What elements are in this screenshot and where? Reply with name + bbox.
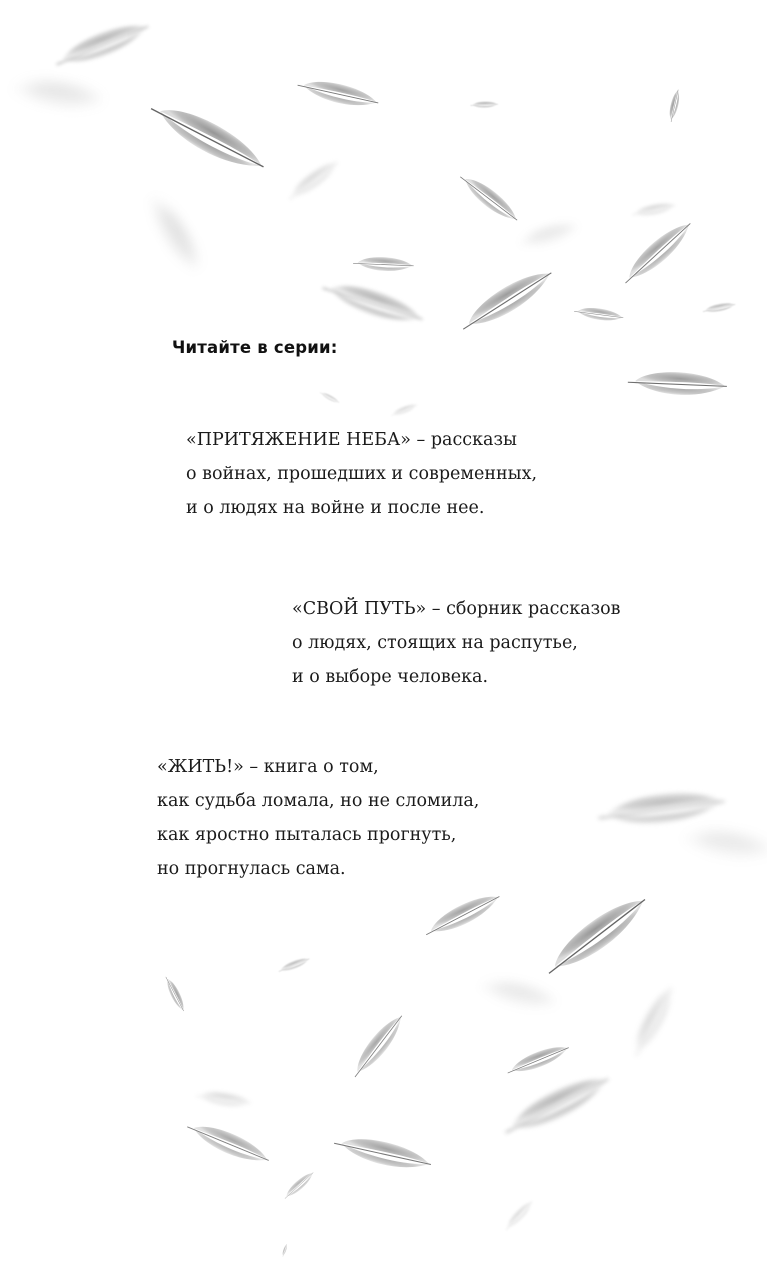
feather-icon [504,1041,571,1078]
feather-icon [627,368,728,399]
book-entry-line: и о людях на войне и после нее. [186,498,485,518]
book-entry-line: о войнах, прошедших и современных, [186,464,538,484]
feather-icon [597,789,726,829]
book-entry-svoy-put [292,592,621,694]
book-entry-line: «СВОЙ ПУТЬ» – сборник рассказов [292,599,621,619]
feather-icon [284,157,341,203]
feather-icon [631,201,676,218]
book-entry-zhit [157,750,479,886]
feather-icon [146,93,270,181]
feather-icon [702,301,736,314]
book-entry-line: «ПРИТЯЖЕНИЕ НЕБА» – рассказы [186,430,517,450]
feather-icon [281,1170,316,1201]
feather-icon [195,1088,251,1110]
feather-icon [457,169,522,227]
feather-icon [573,304,624,324]
feather-icon [277,956,311,974]
book-entry-line: «ЖИТЬ!» – книга о том, [157,757,379,777]
feather-icon [320,274,426,332]
feather-icon [332,1129,433,1176]
feather-icon [502,1199,535,1232]
feather-icon [346,1011,409,1081]
feather-icon [471,101,499,107]
feather-icon [296,74,381,113]
feather-icon [281,1244,288,1257]
feather-icon [421,889,504,941]
feather-icon [683,826,767,861]
feather-icon [52,17,153,72]
feather-icon [456,264,558,337]
feather-icon [499,1069,615,1141]
feather-icon [353,255,414,274]
feather-icon [626,984,680,1059]
feather-icon [146,192,203,273]
feather-icon [666,89,682,123]
feather-icon [617,217,697,289]
book-entry-line: как судьба ломала, но не сломила, [157,791,480,811]
feather-icon [163,975,187,1014]
book-entry-line: но прогнулась сама. [157,859,346,879]
series-heading: Читайте в серии: [172,338,338,357]
feather-icon [13,76,103,111]
feather-icon [517,220,579,249]
feather-icon [319,390,341,405]
book-entry-prityazhenie-neba [186,423,537,525]
book-entry-line: и о выборе человека. [292,667,489,687]
book-entry-line: о людях, стоящих на распутье, [292,633,578,653]
feather-icon [390,402,418,417]
feather-icon [479,975,558,1012]
book-entry-line: как яростно пыталась прогнуть, [157,825,457,845]
feather-icon [539,890,654,982]
feather-icon [184,1115,272,1170]
